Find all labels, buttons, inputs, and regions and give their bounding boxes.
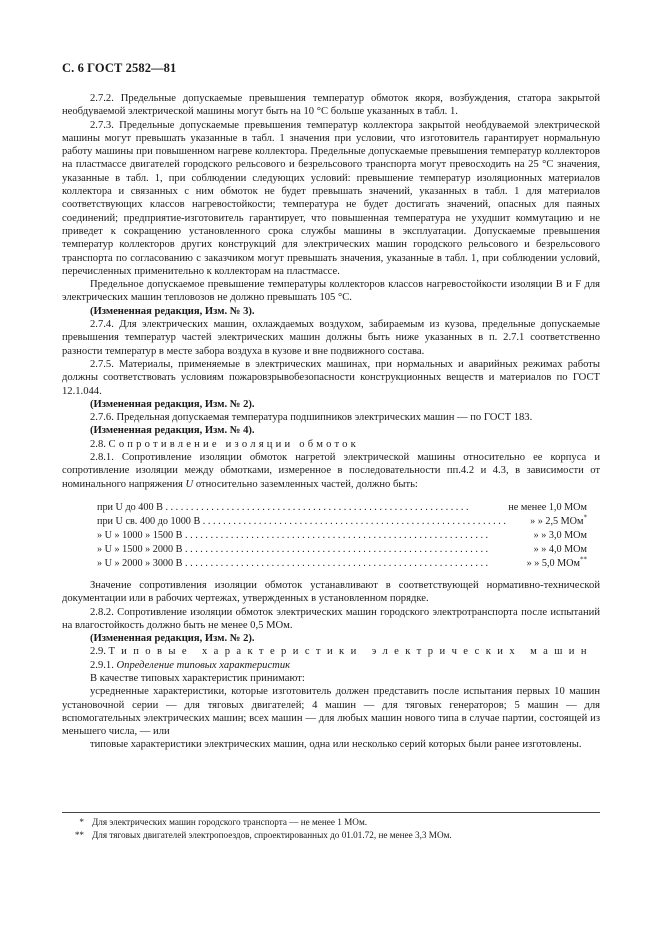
resistance-row [97,501,587,515]
footnotes [62,812,600,842]
insulation-resistance-table [97,501,587,571]
paragraph-2-8-2: 2.8.2. Сопротивление изоляции обмоток электрических машин городского электротранспорта после испытаний на влагостойкость должно быть не менее 0,5 МОм. [62,606,600,631]
amendment-note-4: (Измененная редакция, Изм. № 4). [90,425,255,437]
resistance-condition: при U св. 400 до 1000 В . . . . . . . . . . . . . . . . . . . . . . . . . . . . . . . . . . . . . . . . . . . . . . . . . . . . . . . . . . . . [97,515,506,527]
page-header: С. 6 ГОСТ 2582—81 [62,61,177,75]
resistance-condition: при U до 400 В . . . . . . . . . . . . . . . . . . . . . . . . . . . . . . . . . . . . . . . . . . . . . . . . . . . . . . . . . . . . [97,501,469,513]
section-2-9-1-number: 2.9.1. [90,659,114,671]
paragraph-2-8-1-text-a: 2.8.1. Сопротивление изоляции обмоток нагретой электрической машины относительно ее корпуса и сопротивление изоляции между обмотками, измеренное в последовательности пп.4.2 и 4.3, в зависимости от номинального напряжения [62,452,600,490]
footnote-mark: * [583,513,587,522]
resistance-value: » » 5,0 МОм** [526,555,587,569]
paragraph-2-8-1-text-b: относительно заземленных частей, должно быть: [193,478,418,490]
section-2-8-heading [62,438,600,451]
amendment-note-3: (Измененная редакция, Изм. № 3). [90,305,255,317]
resistance-row [97,529,587,543]
resistance-condition: » U » 1500 » 2000 В . . . . . . . . . . . . . . . . . . . . . . . . . . . . . . . . . . . . . . . . . . . . . . . . . . . . . . . . . . . . [97,543,489,555]
amendment-note-2b: (Измененная редакция, Изм. № 2). [90,633,255,645]
paragraph-typical-characteristics: типовые характеристики электрических машин, одна или несколько серий которых были ранее изготовлены. [90,739,582,751]
section-2-9-1-title: Определение типовых характеристик [116,659,291,671]
resistance-value: » » 3,0 МОм [533,529,587,541]
paragraph-2-7-3: 2.7.3. Предельные допускаемые превышения температур коллектора закрытой необдуваемой электрической машины могут превышать указанные в табл. 1 значения при условии, что изготовитель гарантирует нормальную работу машины при повышенном нагреве коллектора. Предельные допускаемые превышения температур коллекторов на пластмассе двигателей городского рельсового и безрельсового транспорта могут превосходить на 25 °С значения, указанные в табл. 1, при соблюдении следующих условий: превышение температур изоляционных материалов коллектора и связанных с ним обмоток не будет превышать значений, указанных в табл. 1 для материалов соответствующих классов нагревостойкости; температура не будет достигать значений, опасных для паяных соединений; предприятие-изготовитель гарантирует, что повышенная температура не ухудшит коммутацию и не приведет к сокращению установленного срока службы машины в эксплуатации. Допускаемые превышения температур коллекторов других конструкций для электрических машин городского рельсового и безрельсового транспорта по согласованию с заказчиком могут превышать значения, указанные в табл. 1, при соблюдении условий, перечисленных применительно к коллекторам на пластмассе. [62,119,600,277]
paragraph-typical-intro: В качестве типовых характеристик принимают: [90,672,305,684]
paragraph-2-7-6: 2.7.6. Предельная допускаемая температура подшипников электрических машин — по ГОСТ 183. [90,412,533,424]
section-2-9-number: 2.9. [90,646,106,658]
resistance-value: » » 4,0 МОм [533,543,587,555]
voltage-symbol: U [185,478,194,490]
resistance-row [97,543,587,557]
footnote-marker: * [79,817,84,827]
paragraph-resistance-value: Значение сопротивления изоляции обмоток устанавливают в соответствующей нормативно-технической документации или в рабочих чертежах, утвержденных в установленном порядке. [62,579,600,605]
resistance-row [97,515,587,529]
paragraph-2-7-2: 2.7.2. Предельные допускаемые превышения температур обмоток якоря, возбуждения, статора закрытой необдуваемой электрической машины могут быть на 10 °С больше указанных в табл. 1. [62,93,600,118]
resistance-value: » » 2,5 МОм* [530,513,587,527]
paragraph-2-8-1 [62,451,600,491]
resistance-value: не менее 1,0 МОм [508,501,587,513]
footnote [62,816,600,829]
section-2-9-title: Типовые характеристики электрических машин [108,646,593,658]
paragraph-2-7-4: 2.7.4. Для электрических машин, охлаждаемых воздухом, забираемым из кузова, предельные допускаемые превышения температур частей электрических машин должны быть ниже указанных в п. 2.7.1 соответственно разности температур в месте забора воздуха в кузове и вне подвижного состава. [62,319,600,357]
footnote [62,829,600,842]
footnote-text: Для тяговых двигателей электропоездов, спроектированных до 01.01.72, не менее 3,3 МОм. [92,830,452,840]
paragraph-locomotive-collectors: Предельное допускаемое превышение температуры коллекторов классов нагревостойкости изоляции В и F для электрических машин тепловозов не должно превышать 105 °С. [62,279,600,304]
paragraph-2-7-5: 2.7.5. Материалы, применяемые в электрических машинах, при нормальных и аварийных режимах работы должны соответствовать условиям пожаровзрывобезопасности конструкционных веществ и материалов по ГОСТ 12.1.044. [62,358,600,397]
resistance-condition: » U » 1000 » 1500 В . . . . . . . . . . . . . . . . . . . . . . . . . . . . . . . . . . . . . . . . . . . . . . . . . . . . . . . . . . . . [97,529,489,541]
footnote-text: Для электрических машин городского транспорта — не менее 1 МОм. [92,817,368,827]
footnote-marker: ** [74,830,84,840]
document-body [62,92,600,752]
paragraph-averaged-characteristics: усредненные характеристики, которые изготовитель должен представить после испытания первых 10 машин установочной серии — для тяговых двигателей; 4 машин — для тяговых генераторов; 5 машин — для вспомогательных электрических машин; всех машин — для любых машин нового типа в случае партии, состоящей из меньшего числа, — или [62,686,600,738]
amendment-note-2a: (Измененная редакция, Изм. № 2). [90,398,255,410]
footnote-mark: ** [580,555,587,564]
section-2-8-title: Сопротивление изоляции обмоток [108,438,360,450]
section-2-9-1-heading [62,659,600,672]
section-2-9-heading [62,645,600,658]
resistance-condition: » U » 2000 » 3000 В . . . . . . . . . . . . . . . . . . . . . . . . . . . . . . . . . . . . . . . . . . . . . . . . . . . . . . . . . . . . [97,557,489,569]
resistance-row [97,557,587,571]
section-2-8-number: 2.8. [90,438,106,450]
